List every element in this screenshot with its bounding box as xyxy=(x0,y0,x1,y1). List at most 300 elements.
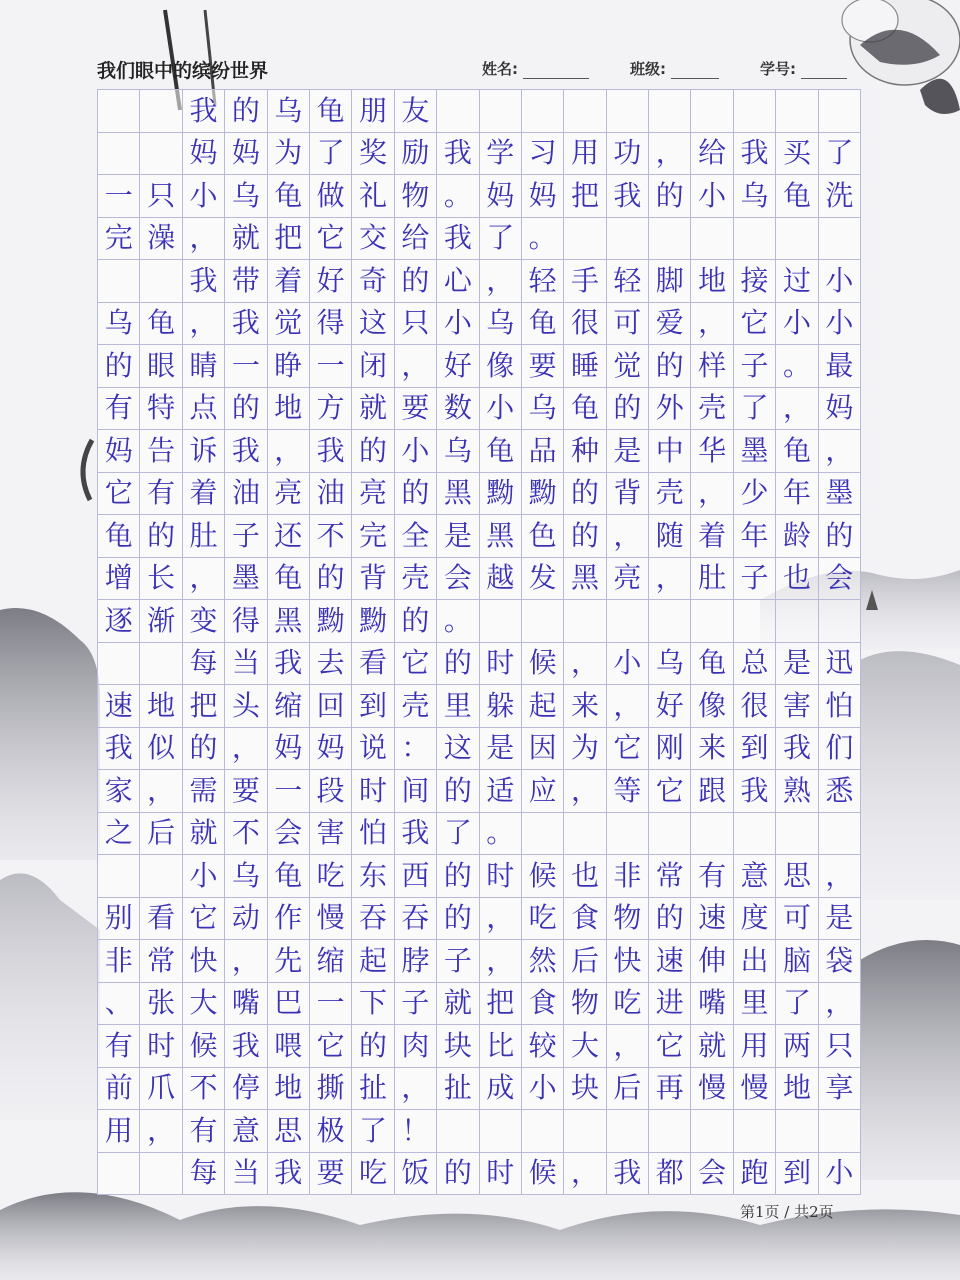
grid-cell: 它 xyxy=(649,770,691,813)
grid-cell: 闭 xyxy=(352,345,394,388)
grid-cell xyxy=(564,218,606,261)
grid-cell: 快 xyxy=(183,940,225,983)
name-label: 姓名: xyxy=(482,60,518,78)
grid-cell: 意 xyxy=(734,855,776,898)
grid-cell: 就 xyxy=(183,813,225,856)
grid-cell: 龟 xyxy=(776,430,818,473)
grid-cell: 两 xyxy=(776,1025,818,1068)
grid-cell: 把 xyxy=(268,218,310,261)
grid-cell: 妈 xyxy=(522,175,564,218)
grid-cell: 龟 xyxy=(564,388,606,431)
grid-cell: 块 xyxy=(437,1025,479,1068)
grid-cell: 应 xyxy=(522,770,564,813)
grid-cell: 每 xyxy=(183,1153,225,1196)
grid-cell: 扯 xyxy=(352,1068,394,1111)
grid-cell xyxy=(649,90,691,133)
student-id-input-line xyxy=(801,62,847,79)
grid-cell: 龟 xyxy=(268,855,310,898)
grid-cell xyxy=(691,1110,733,1153)
grid-cell: 小 xyxy=(819,303,861,346)
grid-cell: 怕 xyxy=(819,685,861,728)
grid-cell: 后 xyxy=(564,940,606,983)
grid-cell: 扯 xyxy=(437,1068,479,1111)
grid-cell: 刚 xyxy=(649,728,691,771)
grid-cell: 的 xyxy=(607,388,649,431)
grid-cell: 它 xyxy=(395,643,437,686)
grid-cell: 点 xyxy=(183,388,225,431)
grid-cell: 喂 xyxy=(268,1025,310,1068)
grid-cell: 跟 xyxy=(691,770,733,813)
grid-cell: 的 xyxy=(819,515,861,558)
grid-cell: 大 xyxy=(183,983,225,1026)
grid-cell: 它 xyxy=(607,728,649,771)
grid-cell: 的 xyxy=(352,430,394,473)
grid-cell: 爪 xyxy=(140,1068,182,1111)
grid-cell: 我 xyxy=(183,90,225,133)
grid-cell: 壳 xyxy=(395,685,437,728)
grid-cell: 交 xyxy=(352,218,394,261)
grid-cell: 乌 xyxy=(649,643,691,686)
grid-cell: 把 xyxy=(183,685,225,728)
worksheet-title: 我们眼中的缤纷世界 xyxy=(97,60,269,82)
grid-cell xyxy=(140,1153,182,1196)
grid-cell: 朋 xyxy=(352,90,394,133)
grid-cell: 极 xyxy=(310,1110,352,1153)
grid-cell: 去 xyxy=(310,643,352,686)
grid-cell: 都 xyxy=(649,1153,691,1196)
grid-cell: ， xyxy=(183,303,225,346)
grid-cell: 它 xyxy=(734,303,776,346)
mid-mountain xyxy=(0,873,100,1120)
grid-cell: 用 xyxy=(564,133,606,176)
grid-cell: 当 xyxy=(225,643,267,686)
grid-cell: 适 xyxy=(480,770,522,813)
grid-cell: 下 xyxy=(352,983,394,1026)
grid-cell: 睡 xyxy=(564,345,606,388)
grid-cell: 友 xyxy=(395,90,437,133)
grid-cell: 我 xyxy=(395,813,437,856)
grid-cell: 比 xyxy=(480,1025,522,1068)
grid-cell: 做 xyxy=(310,175,352,218)
grid-cell: 巴 xyxy=(268,983,310,1026)
grid-cell: 候 xyxy=(522,643,564,686)
grid-cell: 完 xyxy=(352,515,394,558)
grid-cell xyxy=(649,1110,691,1153)
grid-cell xyxy=(98,643,140,686)
grid-cell: 也 xyxy=(564,855,606,898)
grid-cell: 把 xyxy=(480,983,522,1026)
grid-cell: 悉 xyxy=(819,770,861,813)
page-indicator: 第1页 / 共2页 xyxy=(740,1203,834,1221)
grid-cell xyxy=(776,218,818,261)
grid-cell: 吃 xyxy=(522,898,564,941)
grid-cell: 时 xyxy=(352,770,394,813)
grid-cell: 嘴 xyxy=(225,983,267,1026)
grid-cell: 的 xyxy=(225,388,267,431)
grid-cell: 我 xyxy=(437,218,479,261)
grid-cell: 了 xyxy=(734,388,776,431)
grid-cell: 较 xyxy=(522,1025,564,1068)
grid-cell: 到 xyxy=(352,685,394,728)
grid-cell: 块 xyxy=(564,1068,606,1111)
grid-cell xyxy=(691,218,733,261)
grid-cell: 它 xyxy=(649,1025,691,1068)
grid-cell: 时 xyxy=(140,1025,182,1068)
grid-cell xyxy=(734,600,776,643)
grid-cell: 色 xyxy=(522,515,564,558)
grid-cell xyxy=(819,813,861,856)
grid-cell: ， xyxy=(183,218,225,261)
grid-cell xyxy=(649,600,691,643)
grid-cell: 里 xyxy=(734,983,776,1026)
grid-cell xyxy=(522,813,564,856)
grid-cell: 我 xyxy=(437,133,479,176)
grid-cell: ， xyxy=(395,1068,437,1111)
grid-cell xyxy=(564,90,606,133)
grid-cell: 我 xyxy=(98,728,140,771)
grid-cell: 的 xyxy=(183,728,225,771)
grid-cell: 了 xyxy=(437,813,479,856)
grid-cell: 时 xyxy=(480,855,522,898)
grid-cell: 爱 xyxy=(649,303,691,346)
grid-cell: 龟 xyxy=(691,643,733,686)
grid-cell: ， xyxy=(819,855,861,898)
grid-cell: 。 xyxy=(437,175,479,218)
grid-cell: 撕 xyxy=(310,1068,352,1111)
grid-cell xyxy=(140,133,182,176)
grid-cell: 好 xyxy=(437,345,479,388)
grid-cell: 吃 xyxy=(352,1153,394,1196)
grid-cell: 奇 xyxy=(352,260,394,303)
grid-cell: 用 xyxy=(98,1110,140,1153)
grid-cell: 了 xyxy=(776,983,818,1026)
grid-cell: 有 xyxy=(98,1025,140,1068)
grid-cell xyxy=(691,90,733,133)
grid-cell: 眼 xyxy=(140,345,182,388)
grid-cell: 头 xyxy=(225,685,267,728)
grid-cell: 黑 xyxy=(480,515,522,558)
grid-cell: 到 xyxy=(734,728,776,771)
grid-cell: 这 xyxy=(352,303,394,346)
grid-cell: 龟 xyxy=(98,515,140,558)
grid-cell: 时 xyxy=(480,643,522,686)
grid-cell: 亮 xyxy=(352,473,394,516)
grid-cell xyxy=(691,813,733,856)
grid-cell xyxy=(607,90,649,133)
grid-cell: 样 xyxy=(691,345,733,388)
grid-cell: 来 xyxy=(691,728,733,771)
grid-cell: 给 xyxy=(395,218,437,261)
grid-cell: 像 xyxy=(480,345,522,388)
grid-cell: 睁 xyxy=(268,345,310,388)
grid-cell: 只 xyxy=(819,1025,861,1068)
grid-cell xyxy=(140,855,182,898)
grid-cell: 吃 xyxy=(607,983,649,1026)
grid-cell: 前 xyxy=(98,1068,140,1111)
grid-cell: 乌 xyxy=(225,175,267,218)
grid-cell: 小 xyxy=(607,643,649,686)
grid-cell: 小 xyxy=(183,855,225,898)
grid-cell: 害 xyxy=(776,685,818,728)
grid-cell xyxy=(649,813,691,856)
grid-cell xyxy=(98,260,140,303)
grid-cell xyxy=(98,133,140,176)
grid-cell: 我 xyxy=(310,430,352,473)
grid-cell: 里 xyxy=(437,685,479,728)
grid-cell: 越 xyxy=(480,558,522,601)
grid-cell: 亮 xyxy=(607,558,649,601)
grid-cell: 食 xyxy=(522,983,564,1026)
grid-cell xyxy=(480,600,522,643)
grid-cell: 龟 xyxy=(776,175,818,218)
grid-cell: 得 xyxy=(310,303,352,346)
grid-cell: 等 xyxy=(607,770,649,813)
grid-cell: 地 xyxy=(140,685,182,728)
grid-cell: 妈 xyxy=(98,430,140,473)
grid-cell: 华 xyxy=(691,430,733,473)
grid-cell: 功 xyxy=(607,133,649,176)
grid-cell xyxy=(522,90,564,133)
grid-cell: 段 xyxy=(310,770,352,813)
grid-cell: 龄 xyxy=(776,515,818,558)
grid-cell: 觉 xyxy=(607,345,649,388)
grid-cell: 着 xyxy=(691,515,733,558)
grid-cell xyxy=(776,600,818,643)
grid-cell: 变 xyxy=(183,600,225,643)
grid-cell: 西 xyxy=(395,855,437,898)
grid-cell: 增 xyxy=(98,558,140,601)
grid-cell: 是 xyxy=(819,898,861,941)
grid-cell: 外 xyxy=(649,388,691,431)
grid-cell: 乌 xyxy=(480,303,522,346)
grid-cell: 思 xyxy=(776,855,818,898)
grid-cell: ， xyxy=(607,685,649,728)
grid-cell: 随 xyxy=(649,515,691,558)
grid-cell xyxy=(734,218,776,261)
grid-cell: 像 xyxy=(691,685,733,728)
grid-cell: 物 xyxy=(395,175,437,218)
grid-cell: 的 xyxy=(140,515,182,558)
grid-cell: 然 xyxy=(522,940,564,983)
grid-cell: 的 xyxy=(225,90,267,133)
grid-cell: 黝 xyxy=(310,600,352,643)
grid-cell: 小 xyxy=(691,175,733,218)
grid-cell: 的 xyxy=(437,770,479,813)
grid-cell: 妈 xyxy=(268,728,310,771)
grid-cell: 的 xyxy=(395,260,437,303)
grid-cell: 妈 xyxy=(183,133,225,176)
grid-cell: 速 xyxy=(98,685,140,728)
grid-cell: ， xyxy=(183,558,225,601)
grid-cell: 了 xyxy=(352,1110,394,1153)
grid-cell: 、 xyxy=(98,983,140,1026)
grid-cell xyxy=(480,1110,522,1153)
grid-cell: 的 xyxy=(437,898,479,941)
right-mountain xyxy=(860,651,960,900)
grid-cell: 龟 xyxy=(268,175,310,218)
grid-cell: 当 xyxy=(225,1153,267,1196)
grid-cell: 。 xyxy=(480,813,522,856)
grid-cell: ， xyxy=(776,388,818,431)
grid-cell: 背 xyxy=(607,473,649,516)
grid-cell: 的 xyxy=(437,1153,479,1196)
grid-cell: 地 xyxy=(268,1068,310,1111)
grid-cell: 间 xyxy=(395,770,437,813)
grid-cell: 最 xyxy=(819,345,861,388)
grid-cell: 买 xyxy=(776,133,818,176)
grid-cell: 只 xyxy=(140,175,182,218)
grid-cell: 着 xyxy=(183,473,225,516)
grid-cell: 乌 xyxy=(268,90,310,133)
grid-cell: 数 xyxy=(437,388,479,431)
grid-cell: 小 xyxy=(395,430,437,473)
grid-cell: 别 xyxy=(98,898,140,941)
grid-cell: ， xyxy=(480,260,522,303)
grid-cell: 度 xyxy=(734,898,776,941)
grid-cell: 地 xyxy=(268,388,310,431)
grid-cell: 怕 xyxy=(352,813,394,856)
grid-cell: 为 xyxy=(268,133,310,176)
grid-cell xyxy=(819,1110,861,1153)
grid-cell: 的 xyxy=(352,1025,394,1068)
grid-cell: 只 xyxy=(395,303,437,346)
grid-cell: 有 xyxy=(183,1110,225,1153)
grid-cell: 油 xyxy=(310,473,352,516)
grid-cell: 完 xyxy=(98,218,140,261)
grid-cell: ， xyxy=(819,430,861,473)
grid-cell: 。 xyxy=(437,600,479,643)
grid-cell xyxy=(691,600,733,643)
grid-cell: 候 xyxy=(522,1153,564,1196)
grid-cell: 。 xyxy=(522,218,564,261)
grid-cell: ， xyxy=(819,983,861,1026)
grid-cell: 轻 xyxy=(522,260,564,303)
grid-cell: 黑 xyxy=(437,473,479,516)
grid-cell: ， xyxy=(480,940,522,983)
grid-cell: 奖 xyxy=(352,133,394,176)
grid-cell: 之 xyxy=(98,813,140,856)
grid-cell: 乌 xyxy=(437,430,479,473)
grid-cell: 子 xyxy=(437,940,479,983)
grid-cell: 来 xyxy=(564,685,606,728)
grid-cell: 渐 xyxy=(140,600,182,643)
grid-cell: 可 xyxy=(607,303,649,346)
grid-cell xyxy=(734,813,776,856)
grid-cell xyxy=(98,1153,140,1196)
grid-cell: 龟 xyxy=(480,430,522,473)
name-input-line xyxy=(523,62,589,79)
grid-cell: 跑 xyxy=(734,1153,776,1196)
grid-cell: 的 xyxy=(649,175,691,218)
grid-cell: 总 xyxy=(734,643,776,686)
grid-cell: 伸 xyxy=(691,940,733,983)
grid-cell: 龟 xyxy=(522,303,564,346)
grid-cell: 我 xyxy=(183,260,225,303)
grid-cell xyxy=(649,218,691,261)
grid-cell: 就 xyxy=(225,218,267,261)
grid-cell: 子 xyxy=(734,558,776,601)
writing-grid xyxy=(97,89,861,1195)
grid-cell xyxy=(98,90,140,133)
grid-cell: 物 xyxy=(564,983,606,1026)
grid-cell: 我 xyxy=(776,728,818,771)
grid-cell: 快 xyxy=(607,940,649,983)
grid-cell: 黑 xyxy=(268,600,310,643)
grid-cell: 看 xyxy=(140,898,182,941)
grid-cell: 品 xyxy=(522,430,564,473)
grid-cell: 东 xyxy=(352,855,394,898)
grid-cell: 似 xyxy=(140,728,182,771)
grid-cell: 吞 xyxy=(395,898,437,941)
grid-cell xyxy=(607,218,649,261)
grid-cell: 接 xyxy=(734,260,776,303)
grid-cell: 我 xyxy=(225,1025,267,1068)
grid-cell: 我 xyxy=(734,770,776,813)
grid-cell xyxy=(480,90,522,133)
grid-cell: ， xyxy=(607,1025,649,1068)
grid-cell: 墨 xyxy=(734,430,776,473)
grid-cell: 油 xyxy=(225,473,267,516)
grid-cell: 背 xyxy=(352,558,394,601)
grid-cell: 乌 xyxy=(522,388,564,431)
grid-cell: 妈 xyxy=(310,728,352,771)
grid-cell: 看 xyxy=(352,643,394,686)
grid-cell: 的 xyxy=(437,643,479,686)
grid-cell: 逐 xyxy=(98,600,140,643)
grid-cell: ， xyxy=(564,770,606,813)
grid-cell: ， xyxy=(691,303,733,346)
grid-cell: 说 xyxy=(352,728,394,771)
grid-cell: 很 xyxy=(564,303,606,346)
grid-cell: 小 xyxy=(522,1068,564,1111)
grid-cell xyxy=(734,90,776,133)
grid-cell: 不 xyxy=(183,1068,225,1111)
grid-cell xyxy=(522,600,564,643)
grid-cell: ， xyxy=(691,473,733,516)
grid-cell: 很 xyxy=(734,685,776,728)
grid-cell: 的 xyxy=(564,515,606,558)
grid-cell: 它 xyxy=(183,898,225,941)
grid-cell: 我 xyxy=(225,303,267,346)
grid-cell: ， xyxy=(607,515,649,558)
grid-cell: 一 xyxy=(310,345,352,388)
grid-cell: 进 xyxy=(649,983,691,1026)
student-id-field xyxy=(760,58,847,79)
grid-cell: ， xyxy=(564,1153,606,1196)
grid-cell xyxy=(776,813,818,856)
grid-cell: ， xyxy=(140,770,182,813)
grid-cell: 我 xyxy=(607,175,649,218)
grid-cell: 嘴 xyxy=(691,983,733,1026)
grid-cell: 起 xyxy=(522,685,564,728)
grid-cell: 也 xyxy=(776,558,818,601)
grid-cell: 脑 xyxy=(776,940,818,983)
grid-cell: 后 xyxy=(140,813,182,856)
grid-cell: 中 xyxy=(649,430,691,473)
grid-cell: 作 xyxy=(268,898,310,941)
grid-cell: 慢 xyxy=(734,1068,776,1111)
grid-cell: 我 xyxy=(268,643,310,686)
grid-cell: 小 xyxy=(776,303,818,346)
grid-cell: ， xyxy=(395,345,437,388)
ink-stroke-decoration xyxy=(83,440,92,500)
grid-cell: 澡 xyxy=(140,218,182,261)
grid-cell: 肉 xyxy=(395,1025,437,1068)
grid-cell: 家 xyxy=(98,770,140,813)
grid-cell: ， xyxy=(140,1110,182,1153)
grid-cell: 它 xyxy=(98,473,140,516)
grid-cell: 墨 xyxy=(819,473,861,516)
